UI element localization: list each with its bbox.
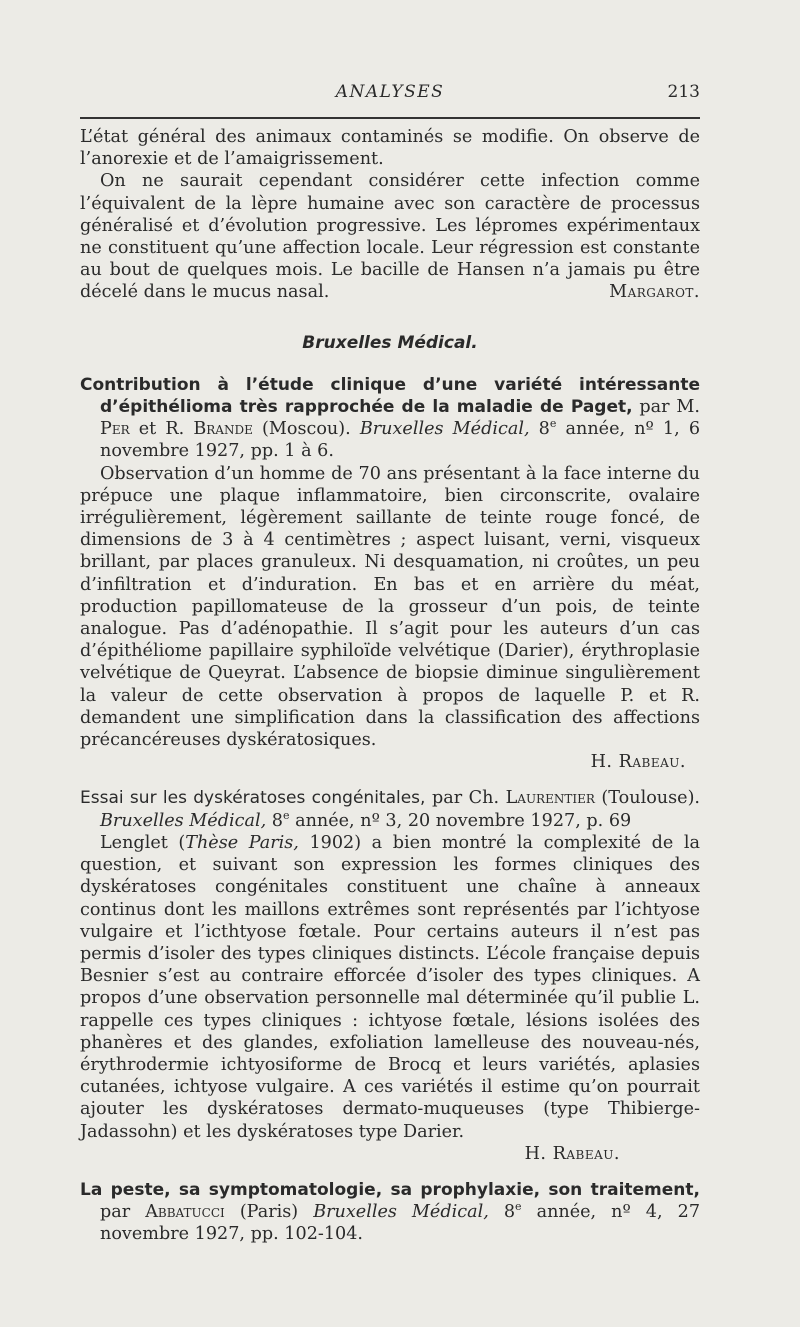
- issue-details: année, nº 1, 6 novembre 1927, pp. 1 à 6.: [100, 419, 701, 462]
- ref-par: par: [100, 1202, 131, 1223]
- journal-name: Bruxelles Médical,: [313, 1202, 489, 1223]
- page-number: 213: [667, 82, 700, 102]
- author-location: (Moscou).: [261, 419, 351, 440]
- article-reference: [80, 1179, 700, 1246]
- signature: H. Rabeau.: [590, 752, 686, 773]
- ref-par: par M.: [639, 397, 700, 418]
- section-title: Bruxelles Médical.: [302, 332, 478, 353]
- journal-name: Bruxelles Médical,: [100, 810, 267, 831]
- author-location: (Paris): [239, 1202, 299, 1223]
- article-reference: [80, 374, 700, 463]
- article-reference: [80, 787, 700, 831]
- issue-details: année, nº 3, 20 novembre 1927, p. 69: [295, 810, 632, 831]
- page-body: [80, 126, 700, 1246]
- issue-suffix: e: [282, 808, 290, 822]
- ref-et: et R.: [138, 419, 185, 440]
- running-header: [80, 82, 700, 110]
- author-name: Laurentier: [505, 788, 595, 809]
- article: [80, 374, 700, 774]
- paragraph: L’état général des animaux contaminés se modifie. On observe de l’anorexie et de l’amaigrissement.: [80, 127, 700, 170]
- article: [80, 1179, 700, 1246]
- article-title: Essai sur les dyskératoses congénitales,: [80, 788, 426, 809]
- article-body: Observation d’un homme de 70 ans présentant à la face interne du prépuce une plaque inflammatoire, bien circonscrite, ovalaire irrégulièrement, légèrement saillante de teinte rouge foncé, de dimensions de 3 à 4 centimètres ; aspect luisant, verni, visqueux brillant, par places granuleux. Ni desquamation, ni croûtes, un peu d’infiltration et d’induration. En bas et en arrière du méat, production papillomateuse de la grosseur d’un pois, de teinte analogue. Pas d’adénopathie. Il s’agit pour les auteurs d’un cas d’épithéliome papillaire syphiloïde velvétique (Darier), érythroplasie velvétique de Queyrat. L’absence de biopsie diminue singulièrement la valeur de cette observation à propos de laquelle P. et R. demandent une simplification dans la classification des affections précancéreuses dyskératosiques.: [80, 463, 700, 751]
- article: [80, 787, 700, 1164]
- article-title: Contribution à l’étude clinique d’une variété intéressante d’épithélioma très rapprochée de la maladie de Paget,: [80, 374, 700, 418]
- body-text: 1902) a bien montré la complexité de la question, et suivant son expression les formes cliniques des dyskératoses congénitales constituent une chaîne à anneaux continus dont les maillons extrêmes sont représentés par l’ichtyose vulgaire et l’icthtyose fœtale. Pour certains auteurs il n’est pas permis d’isoler des types cliniques distincts. L’école française depuis Besnier s’est au contraire efforcée d’isoler des types cliniques. A propos d’une observation personnelle mal déterminée qu’il publie L. rappelle ces types cliniques : ichtyose fœtale, lésions isolées des phanères et des glandes, exfoliation lamelleuse des nouveau-nés, érythrodermie ichtyosiforme de Brocq et leurs variétés, aplasies cutanées, ichtyose vulgaire. A ces variétés il estime qu’on pourrait ajouter les dyskératoses dermato-muqueuses (type Thibierge-Jadassohn) et les dyskératoses type Darier.: [80, 832, 700, 1142]
- spacer: [80, 773, 700, 787]
- author-name: Brande: [193, 419, 253, 440]
- header-title: ANALYSES: [335, 82, 445, 102]
- spacer: [80, 1165, 700, 1179]
- author-name: Per: [100, 419, 130, 440]
- author-location: (Toulouse).: [601, 788, 701, 809]
- article-title: La peste, sa symptomatologie, sa prophylaxie, son traitement,: [80, 1179, 700, 1200]
- issue-number: 8: [538, 419, 550, 440]
- body-text: Lenglet (: [100, 832, 186, 853]
- issue-suffix: e: [549, 417, 557, 431]
- journal-name: Bruxelles Médical,: [359, 419, 530, 440]
- thesis-ref: Thèse Paris,: [185, 832, 299, 853]
- issue-number: 8: [271, 810, 283, 831]
- issue-suffix: e: [515, 1200, 522, 1214]
- issue-number: 8: [503, 1202, 516, 1223]
- paragraph: [80, 170, 700, 303]
- paragraph-text: On ne saurait cependant considérer cette infection comme l’équivalent de la lèpre humaine avec son caractère de processus généralisé et d’évolution progressive. Les lépromes expérimentaux ne constituent qu’une affection locale. Leur régression est constante au bout de quelques mois. Le bacille de Hansen n’a jamais pu être décelé dans le mucus nasal.: [80, 171, 700, 303]
- signature: Margarot.: [609, 282, 700, 303]
- article-body: [80, 832, 700, 1143]
- author-name: Abbatucci: [145, 1202, 225, 1223]
- issue-details: année, nº 4, 27 novembre 1927, pp. 102-104.: [100, 1202, 701, 1245]
- ref-par: par Ch.: [431, 788, 500, 809]
- header-rule: [80, 117, 700, 119]
- signature: H. Rabeau.: [524, 1143, 620, 1164]
